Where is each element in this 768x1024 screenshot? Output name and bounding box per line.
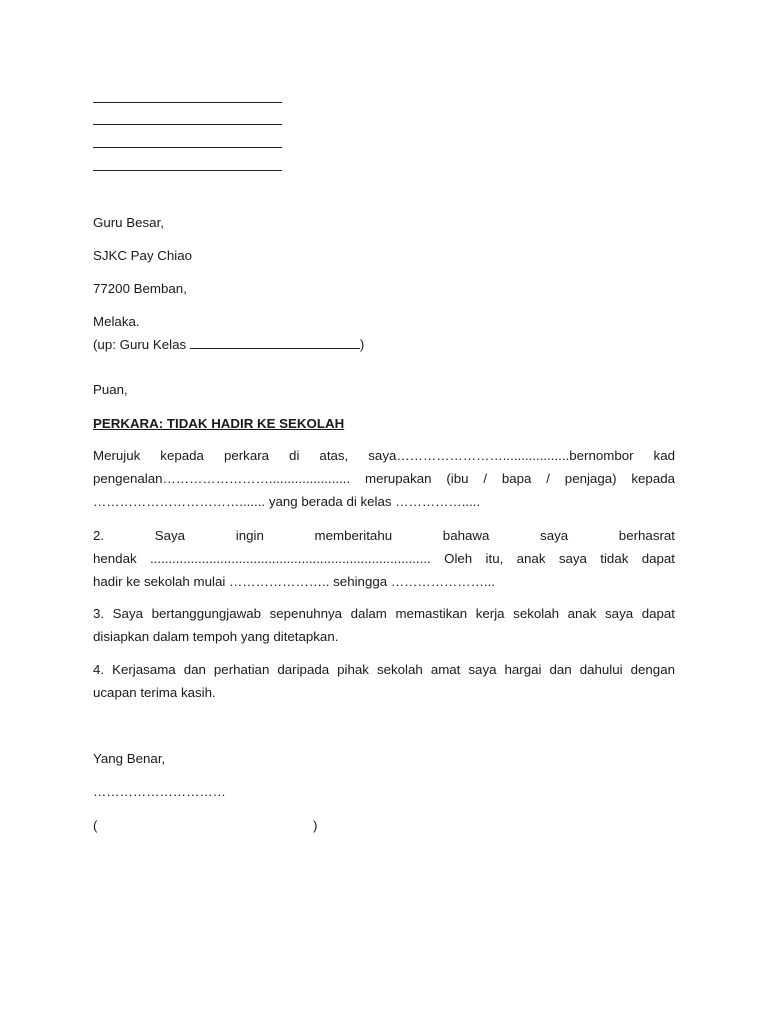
paragraph-2-line-1: 2. Saya ingin memberitahu bahawa saya berhasrat	[93, 528, 675, 543]
subject-heading: PERKARA: TIDAK HADIR KE SEKOLAH	[93, 416, 345, 431]
class-teacher-blank	[190, 337, 360, 349]
recipient-state: Melaka.	[93, 314, 140, 329]
paragraph-4	[93, 658, 675, 704]
sender-address-line-1	[93, 102, 282, 103]
paragraph-2-line-3: hadir ke sekolah mulai ………………….. sehingga …………………...	[93, 574, 495, 589]
paragraph-4-line-1: 4. Kerjasama dan perhatian daripada pihak sekolah amat saya hargai dan dahului dengan	[93, 662, 675, 677]
attention-suffix: )	[359, 337, 365, 352]
recipient-title: Guru Besar,	[93, 215, 164, 230]
name-open-paren: (	[93, 818, 98, 833]
paragraph-3	[93, 602, 675, 648]
name-close-paren: )	[313, 818, 318, 833]
attention-prefix: (up: Guru Kelas	[93, 337, 190, 352]
recipient-postcode-city: 77200 Bemban,	[93, 281, 187, 296]
sender-address-line-3	[93, 147, 282, 148]
salutation: Puan,	[93, 382, 128, 397]
paragraph-4-line-2: ucapan terima kasih.	[93, 685, 216, 700]
paragraph-2	[93, 524, 675, 593]
signature-line: …………………………	[93, 784, 226, 799]
sender-address-line-4	[93, 170, 282, 171]
paragraph-1-line-1: Merujuk kepada perkara di atas, saya……………………..................bernombor kad	[93, 448, 675, 463]
attention-line	[93, 337, 364, 353]
sender-address-line-2	[93, 124, 282, 125]
recipient-school: SJKC Pay Chiao	[93, 248, 193, 263]
paragraph-3-line-1: 3. Saya bertanggungjawab sepenuhnya dalam memastikan kerja sekolah anak saya dapat	[93, 606, 675, 621]
name-parentheses	[93, 818, 318, 834]
closing: Yang Benar,	[93, 751, 166, 766]
paragraph-1	[93, 444, 675, 513]
paragraph-3-line-2: disiapkan dalam tempoh yang ditetapkan.	[93, 629, 339, 644]
paragraph-1-line-3: ……………………………....... yang berada di kelas …………….....	[93, 494, 481, 509]
paragraph-2-line-2: hendak ............................................................................ Oleh itu, anak saya tidak dapat	[93, 551, 675, 566]
paragraph-1-line-2: pengenalan……………………...................... merupakan (ibu / bapa / penjaga) kepada	[93, 471, 675, 486]
